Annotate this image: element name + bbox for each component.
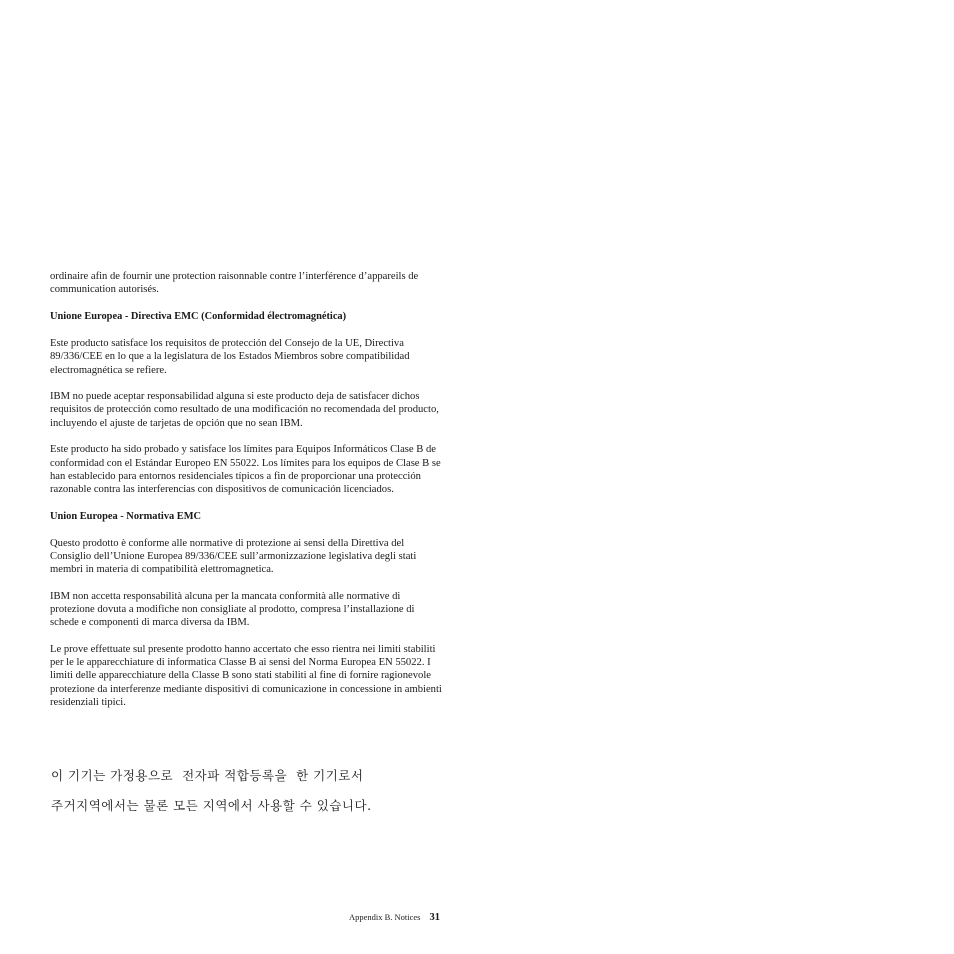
paragraph-spanish-2: IBM no puede aceptar responsabilidad alguna si este producto deja de satisfacer dichos requisitos de protección como resultado de una modificación no recomendada del producto, incluyendo el ajuste de tarjetas de opción que no sean IBM.: [50, 391, 439, 429]
document-body: [50, 270, 442, 723]
paragraph-french-continuation: ordinaire afin de fournir une protection raisonnable contre l’interférence d’appareils de communication autorisés.: [50, 271, 419, 296]
paragraph-italian-1: Questo prodotto è conforme alle normative di protezione ai sensi della Direttiva del Consiglio dell’Unione Europea 89/336/CEE sull’armonizzazione legislativa degli stati membri in materia di compatibilità elettromagnetica.: [50, 537, 417, 576]
page-footer: [336, 912, 440, 923]
korean-notice-line-1: 이 기기는 가정용으로 전자파 적합등록을 한 기기로서: [51, 768, 364, 783]
paragraph-spanish-1: Este producto satisface los requisitos de protección del Consejo de la UE, Directiva 89/336/CEE en lo que a la legislatura de los Estados Miembros sobre compatibilidad electromagnética se refiere.: [50, 338, 410, 376]
paragraph-italian-2: IBM non accetta responsabilità alcuna per la mancata conformità alle normative di protezione dovuta a modifiche non consigliate al prodotto, compresa l’installazione di schede e componenti di marca diversa da IBM.: [50, 590, 415, 629]
heading-italian-emc: Union Europea - Normativa EMC: [50, 510, 202, 522]
heading-spanish-emc: Unione Europea - Directiva EMC (Conformidad électromagnética): [50, 310, 347, 322]
paragraph-italian-3: Le prove effettuate sul presente prodotto hanno accertato che esso rientra nei limiti stabiliti per le le apparecchiature di informatica Classe B ai sensi del Norma Europea EN 55022. I limiti delle apparecchiature della Classe B sono stati stabiliti al fine di fornire ragionevole protezione da interferenze mediante dispositivi di comunicazione in concessione in ambienti residenziali tipici.: [50, 644, 442, 708]
paragraph-spanish-3: Este producto ha sido probado y satisface los límites para Equipos Informáticos Clase B de conformidad con el Estándar Europeo EN 55022. Los límites para los equipos de Clase B se han establecido para entornos residenciales típicos a fin de proporcionar una protección razonable contra las interferencias con dispositivos de comunicación licenciados.: [50, 444, 441, 495]
korean-notice-line-2: 주거지역에서는 물론 모든 지역에서 사용할 수 있습니다.: [51, 798, 372, 813]
page-number: 31: [429, 912, 440, 923]
footer-section-title: Appendix B. Notices: [348, 912, 421, 922]
